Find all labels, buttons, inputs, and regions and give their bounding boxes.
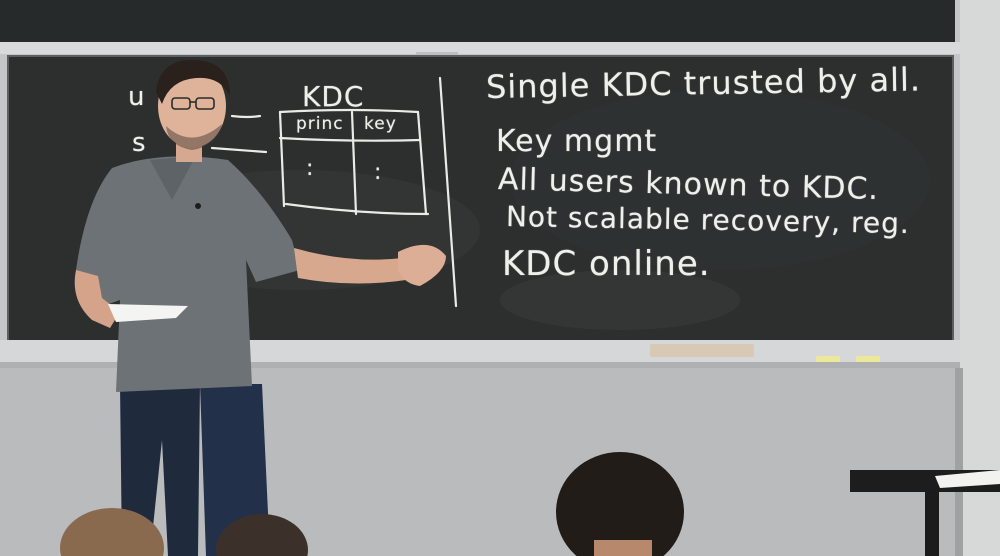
desk-leg	[925, 490, 939, 556]
eraser	[650, 344, 754, 357]
board-kdc-title: KDC	[302, 80, 365, 113]
board-table-header-key: key	[364, 114, 397, 134]
chalk-arrow-u	[232, 116, 260, 117]
lower-board-edge	[955, 368, 963, 556]
board-line-3: All users known to KDC.	[497, 162, 880, 207]
board-line-2: Key mgmt	[496, 124, 658, 159]
board-table-cell: :	[374, 160, 383, 185]
upper-board	[0, 0, 955, 44]
microphone-icon	[195, 203, 201, 209]
board-line-5: KDC online.	[502, 244, 711, 284]
chalk-piece	[856, 356, 880, 362]
board-row-label-s: s	[132, 128, 147, 158]
audience-neck	[594, 540, 652, 556]
board-line-4: Not scalable recovery, reg.	[505, 200, 911, 241]
board-frame-top	[0, 42, 960, 54]
board-row-label-u: u	[128, 82, 146, 112]
chalk-piece	[816, 356, 840, 362]
board-table-cell: :	[306, 156, 315, 181]
board-table-header-princ: princ	[296, 114, 344, 134]
board-line-1: Single KDC trusted by all.	[485, 60, 922, 106]
